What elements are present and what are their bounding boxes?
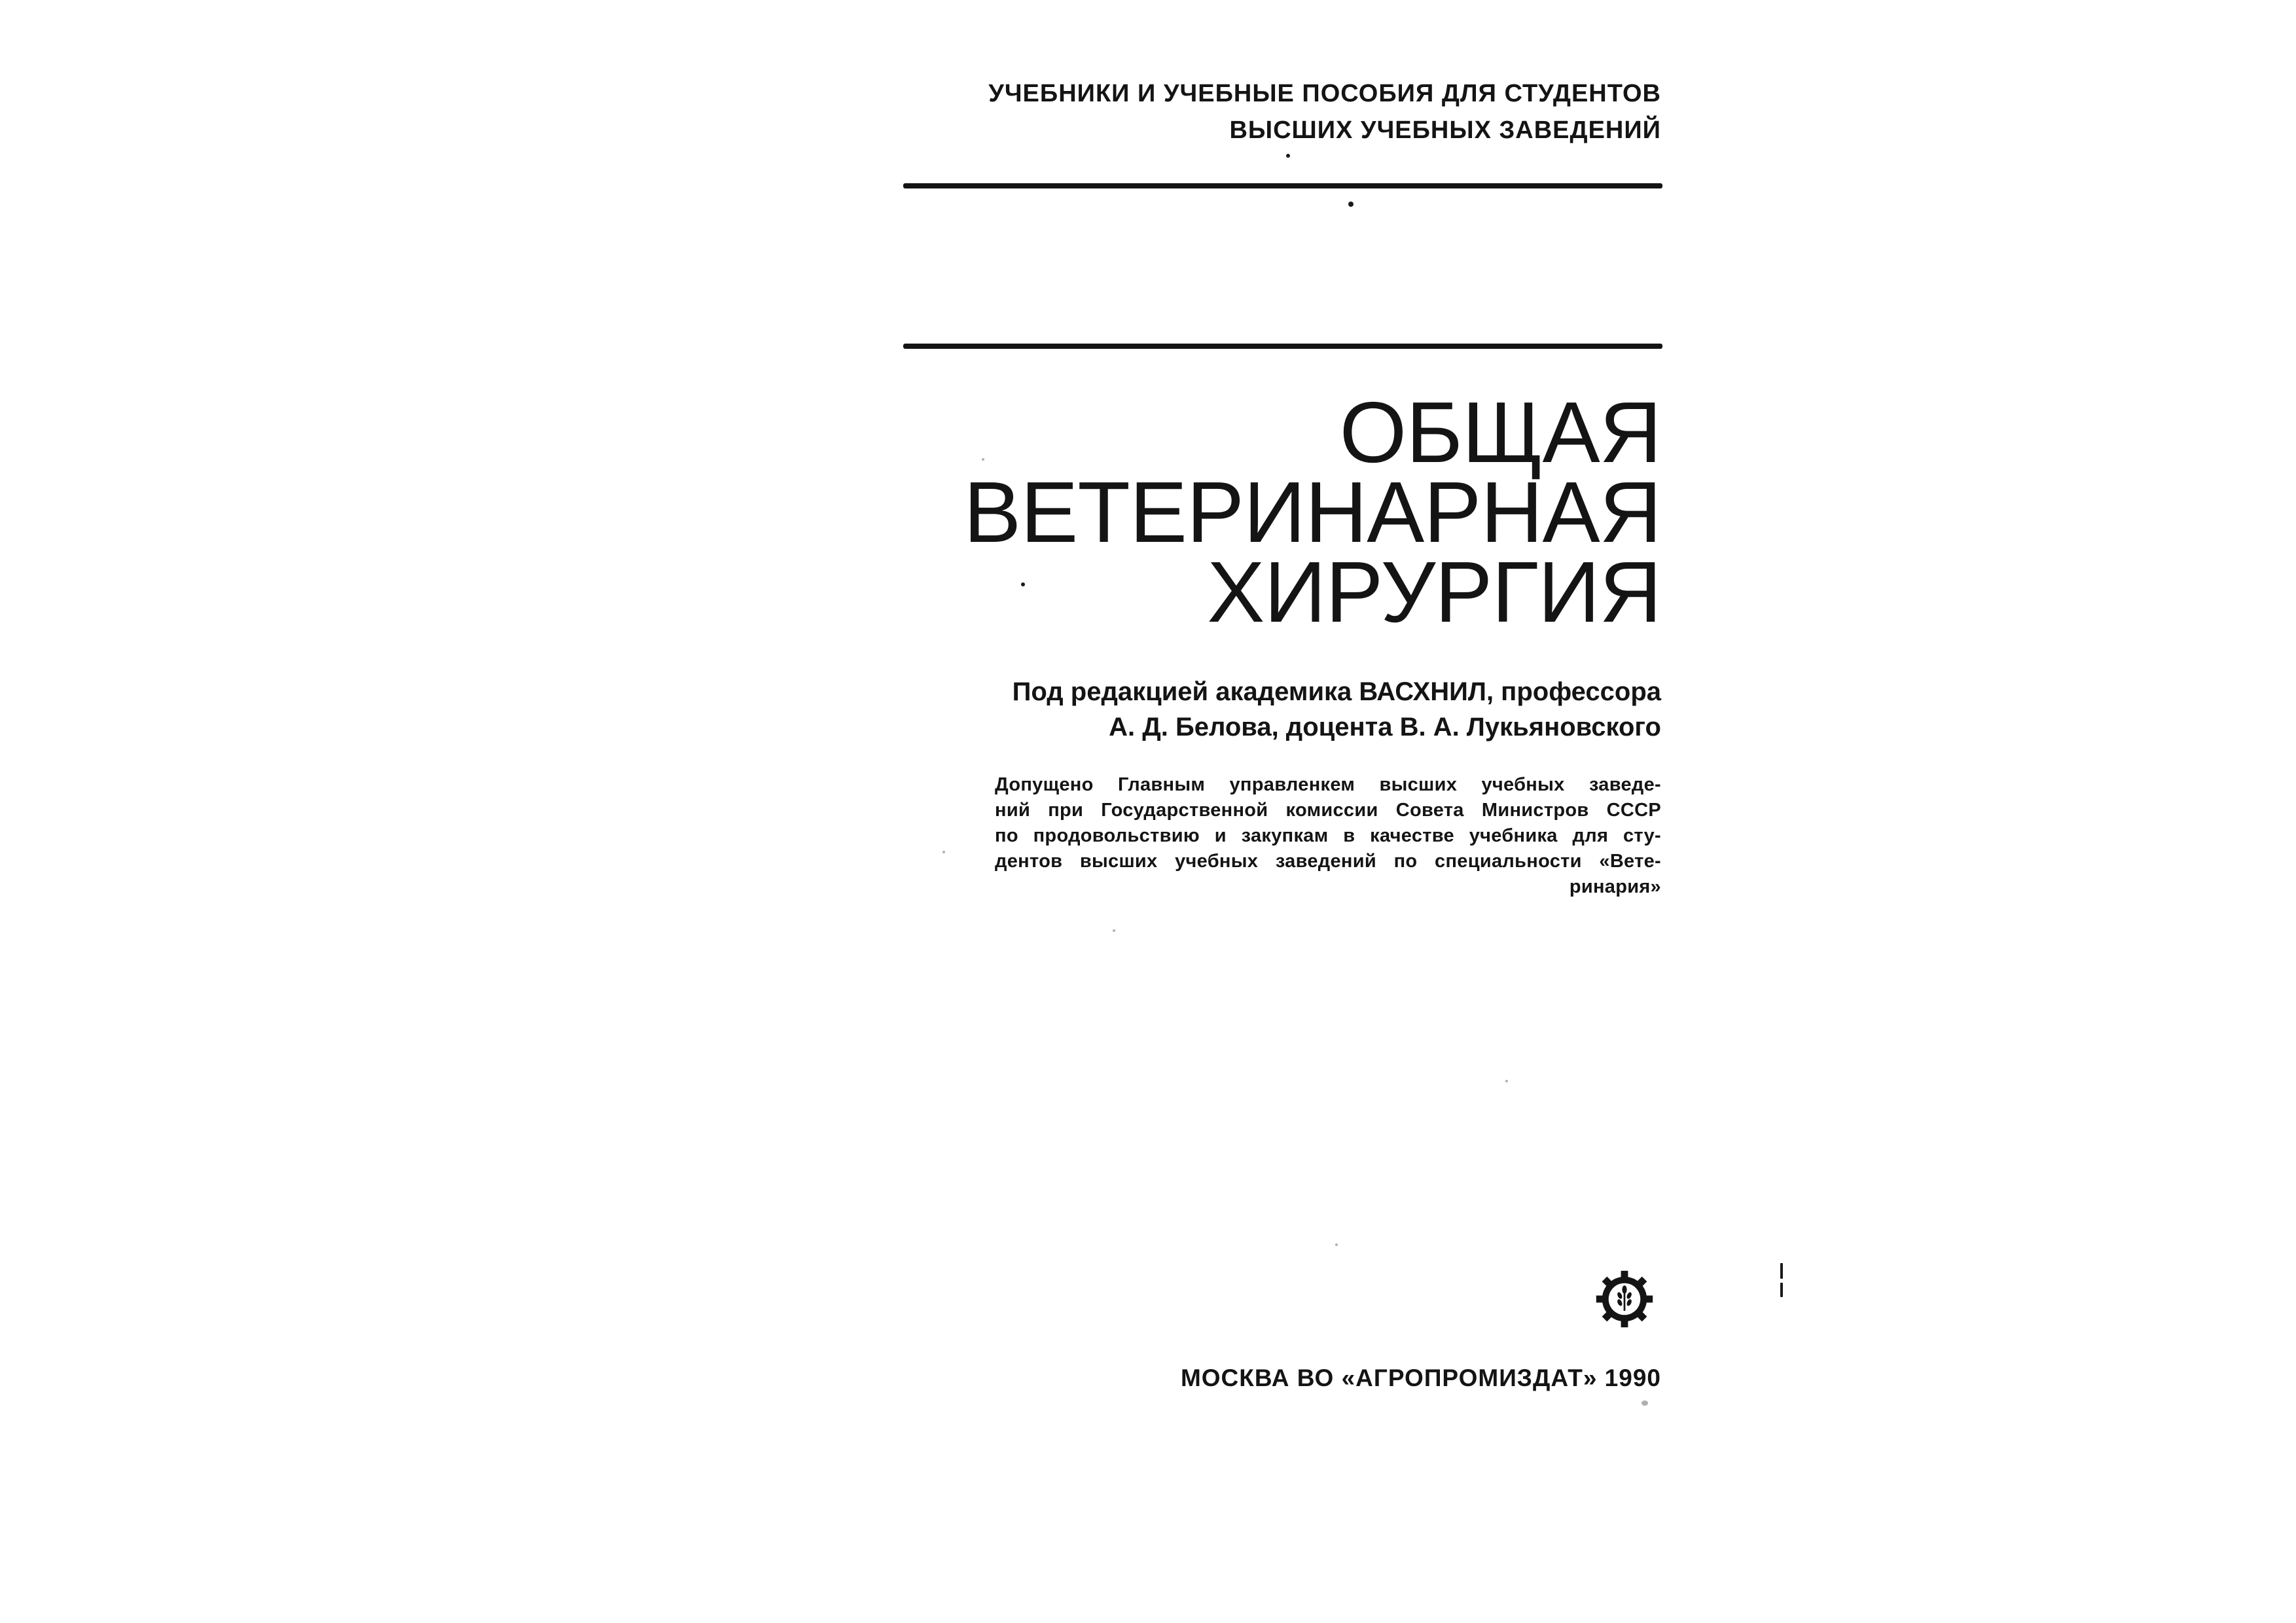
title-line-2: ВЕТЕРИНАРНАЯ: [963, 464, 1661, 560]
editors-credit: [1013, 674, 1661, 745]
scan-speck: [1780, 1263, 1783, 1279]
approval-line: Допущено Главным управленкем высших учебных заведе-: [995, 774, 1661, 795]
series-heading: [988, 75, 1661, 149]
scan-speck: [942, 851, 945, 853]
approval-statement: [995, 772, 1661, 900]
title-line-3: ХИРУРГИЯ: [1207, 544, 1661, 640]
series-line-2: ВЫСШИХ УЧЕБНЫХ ЗАВЕДЕНИЙ: [1229, 116, 1661, 144]
scan-speck: [1780, 1283, 1783, 1297]
scan-speck: [1505, 1080, 1508, 1082]
scan-speck: [1641, 1400, 1648, 1406]
series-line-1: УЧЕБНИКИ И УЧЕБНЫЕ ПОСОБИЯ ДЛЯ СТУДЕНТОВ: [988, 80, 1661, 107]
publisher-emblem-icon: [1595, 1270, 1654, 1329]
scan-speck: [1335, 1243, 1338, 1246]
editors-line-2: А. Д. Белова, доцента В. А. Лукьяновского: [1109, 713, 1661, 741]
approval-line: по продовольствию и закупкам в качестве учебника для сту-: [995, 825, 1661, 846]
approval-line: ний при Государственной комиссии Совета Министров СССР: [995, 800, 1661, 821]
editors-line-1: Под редакцией академика ВАСХНИЛ, профессора: [1012, 677, 1661, 706]
scan-speck: [1113, 929, 1115, 932]
approval-line: дентов высших учебных заведений по специальности «Вете-: [995, 851, 1661, 872]
top-rule: [903, 183, 1662, 188]
imprint-line: МОСКВА ВО «АГРОПРОМИЗДАТ» 1990: [1180, 1364, 1661, 1391]
approval-line: ринария»: [1569, 876, 1661, 897]
title-line-1: ОБЩАЯ: [1339, 384, 1661, 480]
scan-speck: [1021, 582, 1025, 586]
scan-speck: [1286, 154, 1290, 158]
book-title: [963, 384, 1661, 640]
second-rule: [903, 344, 1662, 349]
scan-speck: [982, 458, 984, 461]
scan-speck: [1348, 202, 1354, 207]
